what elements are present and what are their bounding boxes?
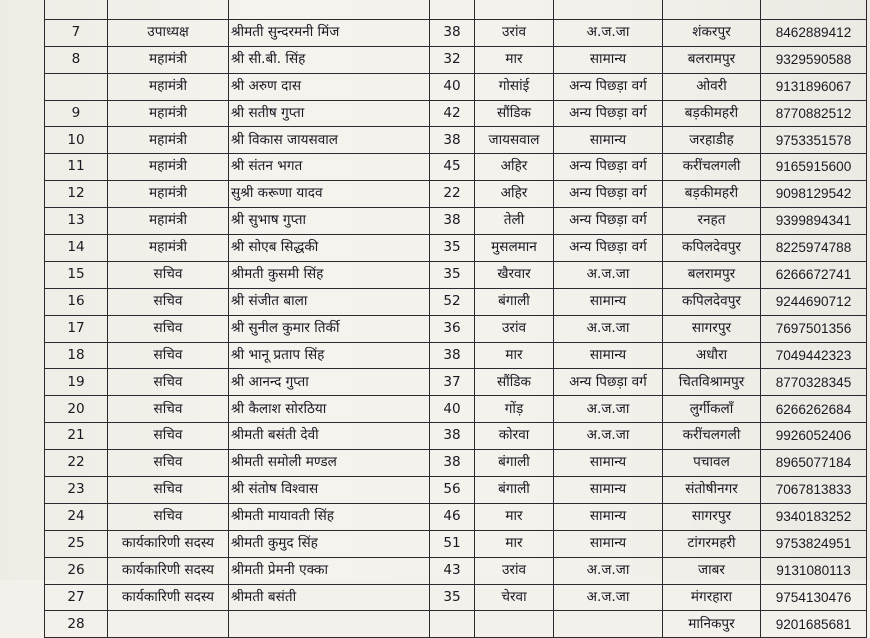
post-cell: उपाध्यक्ष (108, 19, 229, 46)
table-row (45, 100, 867, 127)
phone-cell: 9131896067 (761, 73, 867, 100)
post-cell (108, 611, 229, 638)
phone-cell: 9244690712 (761, 288, 867, 315)
phone-cell: 9131080113 (761, 557, 867, 584)
member-name: श्री सतीष गुप्ता (229, 100, 430, 127)
village-cell: लुर्गीकलॉं (663, 396, 761, 423)
category-cell: अ.ज.जा (554, 557, 663, 584)
serial-number: 25 (45, 530, 108, 557)
table-row (45, 611, 867, 638)
caste-cell: कोरवा (475, 423, 554, 450)
village-cell (663, 0, 761, 19)
post-cell: सचिव (108, 503, 229, 530)
post-cell: महामंत्री (108, 46, 229, 73)
member-table (44, 0, 867, 638)
member-name: श्री सुनील कुमार तिर्की (229, 315, 430, 342)
phone-cell: 9098129542 (761, 181, 867, 208)
age-cell: 36 (430, 315, 475, 342)
caste-cell: चेरवा (475, 584, 554, 611)
member-name: श्री सुभाष गुप्ता (229, 208, 430, 235)
caste-cell: उरांव (475, 557, 554, 584)
village-cell: बलरामपुर (663, 46, 761, 73)
age-cell: 51 (430, 530, 475, 557)
phone-cell: 9399894341 (761, 208, 867, 235)
village-cell: जरहाडीह (663, 127, 761, 154)
post-cell: सचिव (108, 450, 229, 477)
caste-cell: मार (475, 342, 554, 369)
category-cell: अन्य पिछड़ा वर्ग (554, 73, 663, 100)
caste-cell (475, 0, 554, 19)
table-row (45, 208, 867, 235)
age-cell: 38 (430, 208, 475, 235)
village-cell: अधौरा (663, 342, 761, 369)
serial-number: 24 (45, 503, 108, 530)
caste-cell: मार (475, 46, 554, 73)
village-cell: चितविश्रामपुर (663, 369, 761, 396)
age-cell: 56 (430, 477, 475, 504)
village-cell: टांगरमहरी (663, 530, 761, 557)
member-name: श्री संतोष विश्वास (229, 477, 430, 504)
category-cell: सामान्य (554, 503, 663, 530)
phone-cell: 7697501356 (761, 315, 867, 342)
member-name: श्रीमती मायावती सिंह (229, 503, 430, 530)
age-cell: 40 (430, 396, 475, 423)
phone-cell: 8965077184 (761, 450, 867, 477)
table-row (45, 477, 867, 504)
caste-cell: उरांव (475, 315, 554, 342)
post-cell: महामंत्री (108, 208, 229, 235)
village-cell: सागरपुर (663, 503, 761, 530)
table-row (45, 557, 867, 584)
age-cell: 38 (430, 450, 475, 477)
table-row (45, 503, 867, 530)
phone-cell: 9754130476 (761, 584, 867, 611)
village-cell: पचावल (663, 450, 761, 477)
member-name: श्रीमती कुमुद सिंह (229, 530, 430, 557)
category-cell: अ.ज.जा (554, 396, 663, 423)
table-row (45, 73, 867, 100)
phone-cell: 8770328345 (761, 369, 867, 396)
serial-number: 17 (45, 315, 108, 342)
serial-number: 23 (45, 477, 108, 504)
village-cell: सागरपुर (663, 315, 761, 342)
phone-cell: 9165915600 (761, 154, 867, 181)
category-cell: सामान्य (554, 477, 663, 504)
member-name: श्री आनन्द गुप्ता (229, 369, 430, 396)
caste-cell: मार (475, 530, 554, 557)
age-cell: 38 (430, 423, 475, 450)
member-name: श्री कैलाश सोरठिया (229, 396, 430, 423)
member-name (229, 611, 430, 638)
age-cell: 45 (430, 154, 475, 181)
member-name: श्रीमती कुसमी सिंह (229, 261, 430, 288)
member-name (229, 0, 430, 19)
phone-cell: 9329590588 (761, 46, 867, 73)
age-cell: 38 (430, 127, 475, 154)
table-row (45, 19, 867, 46)
post-cell: कार्यकारिणी सदस्य (108, 530, 229, 557)
table-row (45, 288, 867, 315)
caste-cell: उरांव (475, 19, 554, 46)
serial-number: 14 (45, 235, 108, 262)
table-row (45, 450, 867, 477)
age-cell (430, 611, 475, 638)
table-row (45, 530, 867, 557)
age-cell: 42 (430, 100, 475, 127)
phone-cell: 6266672741 (761, 261, 867, 288)
caste-cell: बंगाली (475, 477, 554, 504)
member-name: श्री संतन भगत (229, 154, 430, 181)
village-cell: मंगरहारा (663, 584, 761, 611)
post-cell: सचिव (108, 315, 229, 342)
post-cell: महामंत्री (108, 181, 229, 208)
table-row (45, 261, 867, 288)
category-cell: अन्य पिछड़ा वर्ग (554, 235, 663, 262)
age-cell: 35 (430, 584, 475, 611)
serial-number: 18 (45, 342, 108, 369)
member-name: श्री संजीत बाला (229, 288, 430, 315)
member-name: श्रीमती बसंती (229, 584, 430, 611)
age-cell: 43 (430, 557, 475, 584)
serial-number: 8 (45, 46, 108, 73)
age-cell: 37 (430, 369, 475, 396)
age-cell: 46 (430, 503, 475, 530)
category-cell: अ.ज.जा (554, 423, 663, 450)
serial-number (45, 73, 108, 100)
category-cell (554, 0, 663, 19)
village-cell: बड़कीमहरी (663, 100, 761, 127)
village-cell: शंकरपुर (663, 19, 761, 46)
village-cell: बलरामपुर (663, 261, 761, 288)
category-cell: अन्य पिछड़ा वर्ग (554, 100, 663, 127)
caste-cell: गोसांई (475, 73, 554, 100)
category-cell: सामान्य (554, 288, 663, 315)
phone-cell: 9753824951 (761, 530, 867, 557)
table-row (45, 46, 867, 73)
serial-number: 19 (45, 369, 108, 396)
category-cell: अ.ज.जा (554, 19, 663, 46)
phone-cell: 8225974788 (761, 235, 867, 262)
member-name: श्रीमती बसंती देवी (229, 423, 430, 450)
age-cell: 38 (430, 19, 475, 46)
serial-number: 15 (45, 261, 108, 288)
member-name: श्री सोएब सिद्धकी (229, 235, 430, 262)
table-row (45, 369, 867, 396)
serial-number: 22 (45, 450, 108, 477)
village-cell: करींचलगली (663, 154, 761, 181)
member-name: श्रीमती प्रेमनी एक्का (229, 557, 430, 584)
serial-number: 7 (45, 19, 108, 46)
category-cell: सामान्य (554, 127, 663, 154)
village-cell: करींचलगली (663, 423, 761, 450)
caste-cell: सौंडिक (475, 369, 554, 396)
table-row (45, 342, 867, 369)
member-name: श्री अरुण दास (229, 73, 430, 100)
category-cell: सामान्य (554, 530, 663, 557)
post-cell: महामंत्री (108, 235, 229, 262)
caste-cell: गोंड़ (475, 396, 554, 423)
post-cell: महामंत्री (108, 154, 229, 181)
post-cell: महामंत्री (108, 100, 229, 127)
village-cell: मानिकपुर (663, 611, 761, 638)
village-cell: बड़कीमहरी (663, 181, 761, 208)
serial-number: 13 (45, 208, 108, 235)
village-cell: ओवरी (663, 73, 761, 100)
table-row (45, 235, 867, 262)
serial-number: 20 (45, 396, 108, 423)
serial-number: 12 (45, 181, 108, 208)
table-row (45, 584, 867, 611)
age-cell: 40 (430, 73, 475, 100)
category-cell: अ.ज.जा (554, 584, 663, 611)
phone-cell: 7049442323 (761, 342, 867, 369)
table-row (45, 315, 867, 342)
phone-cell: 9753351578 (761, 127, 867, 154)
caste-cell: जायसवाल (475, 127, 554, 154)
serial-number: 11 (45, 154, 108, 181)
table-row (45, 423, 867, 450)
post-cell: कार्यकारिणी सदस्य (108, 584, 229, 611)
category-cell: अ.ज.जा (554, 261, 663, 288)
phone-cell: 8770882512 (761, 100, 867, 127)
serial-number: 16 (45, 288, 108, 315)
caste-cell (475, 611, 554, 638)
post-cell: महामंत्री (108, 127, 229, 154)
table-row (45, 0, 867, 19)
phone-cell: 8462889412 (761, 19, 867, 46)
age-cell: 38 (430, 342, 475, 369)
member-name: श्री विकास जायसवाल (229, 127, 430, 154)
caste-cell: मुसलमान (475, 235, 554, 262)
serial-number (45, 0, 108, 19)
category-cell: अन्य पिछड़ा वर्ग (554, 181, 663, 208)
category-cell: सामान्य (554, 450, 663, 477)
village-cell: कपिलदेवपुर (663, 235, 761, 262)
serial-number: 28 (45, 611, 108, 638)
post-cell (108, 0, 229, 19)
village-cell: जाबर (663, 557, 761, 584)
post-cell: महामंत्री (108, 73, 229, 100)
village-cell: रनहत (663, 208, 761, 235)
serial-number: 10 (45, 127, 108, 154)
caste-cell: तेली (475, 208, 554, 235)
village-cell: कपिलदेवपुर (663, 288, 761, 315)
caste-cell: अहिर (475, 181, 554, 208)
serial-number: 9 (45, 100, 108, 127)
post-cell: सचिव (108, 288, 229, 315)
phone-cell: 7067813833 (761, 477, 867, 504)
member-name: श्री सी.बी. सिंह (229, 46, 430, 73)
phone-cell (761, 0, 867, 19)
caste-cell: खैरवार (475, 261, 554, 288)
age-cell: 35 (430, 261, 475, 288)
age-cell: 32 (430, 46, 475, 73)
category-cell: अन्य पिछड़ा वर्ग (554, 154, 663, 181)
post-cell: कार्यकारिणी सदस्य (108, 557, 229, 584)
caste-cell: सौंडिक (475, 100, 554, 127)
category-cell: अन्य पिछड़ा वर्ग (554, 208, 663, 235)
serial-number: 21 (45, 423, 108, 450)
phone-cell: 6266262684 (761, 396, 867, 423)
age-cell: 35 (430, 235, 475, 262)
post-cell: सचिव (108, 261, 229, 288)
table-row (45, 154, 867, 181)
category-cell (554, 611, 663, 638)
phone-cell: 9340183252 (761, 503, 867, 530)
phone-cell: 9926052406 (761, 423, 867, 450)
caste-cell: अहिर (475, 154, 554, 181)
table-row (45, 396, 867, 423)
village-cell: संतोषीनगर (663, 477, 761, 504)
post-cell: सचिव (108, 396, 229, 423)
phone-cell: 9201685681 (761, 611, 867, 638)
table-row (45, 127, 867, 154)
category-cell: सामान्य (554, 342, 663, 369)
post-cell: सचिव (108, 477, 229, 504)
caste-cell: बंगाली (475, 288, 554, 315)
category-cell: अ.ज.जा (554, 315, 663, 342)
caste-cell: मार (475, 503, 554, 530)
caste-cell: बंगाली (475, 450, 554, 477)
member-name: सुश्री करूणा यादव (229, 181, 430, 208)
age-cell: 22 (430, 181, 475, 208)
member-name: श्री भानू प्रताप सिंह (229, 342, 430, 369)
age-cell: 52 (430, 288, 475, 315)
member-name: श्रीमती समोली मण्डल (229, 450, 430, 477)
category-cell: अन्य पिछड़ा वर्ग (554, 369, 663, 396)
post-cell: सचिव (108, 423, 229, 450)
serial-number: 27 (45, 584, 108, 611)
post-cell: सचिव (108, 342, 229, 369)
serial-number: 26 (45, 557, 108, 584)
table-row (45, 181, 867, 208)
age-cell (430, 0, 475, 19)
category-cell: सामान्य (554, 46, 663, 73)
member-name: श्रीमती सुन्दरमनी मिंज (229, 19, 430, 46)
post-cell: सचिव (108, 369, 229, 396)
